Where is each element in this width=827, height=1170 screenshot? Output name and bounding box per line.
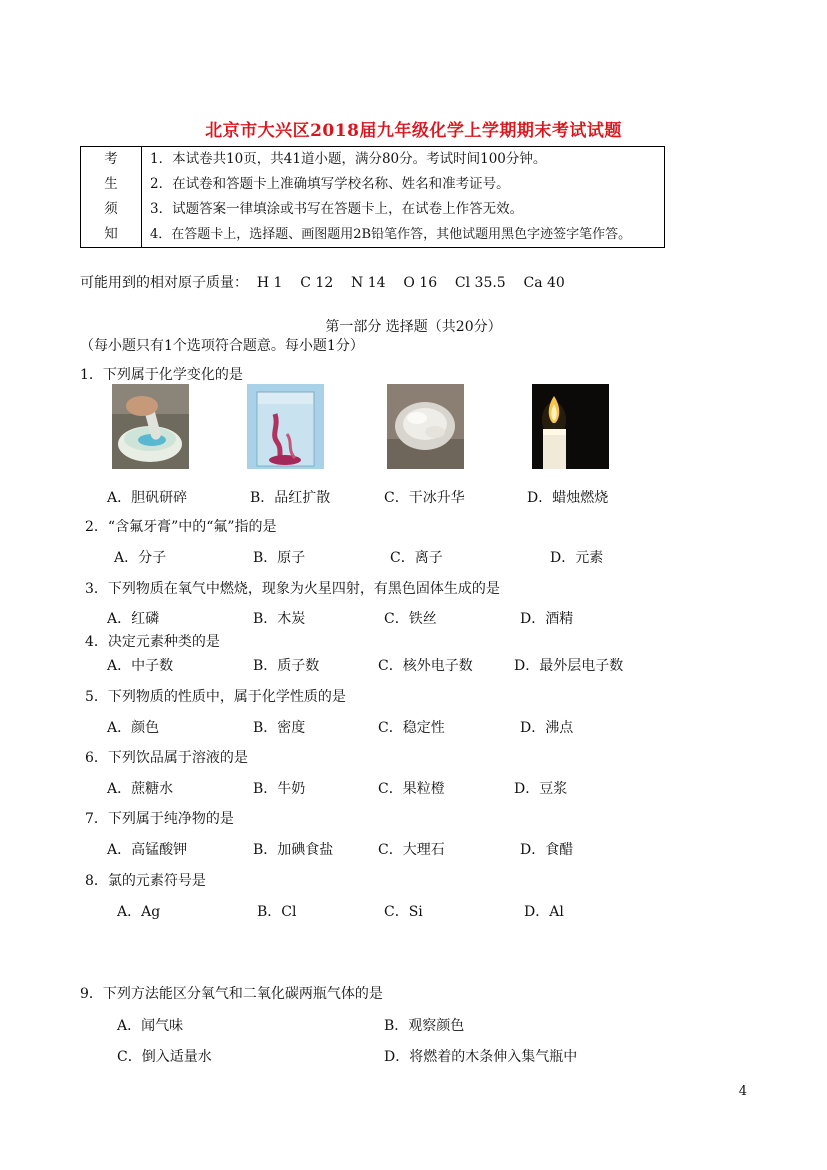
- option: D．豆浆: [514, 781, 568, 797]
- exam-notice-table: [80, 146, 665, 248]
- beaker-dye-photo: [247, 384, 324, 469]
- page-title: 北京市大兴区2018届九年级化学上学期期末考试试题: [205, 121, 622, 141]
- option: C．干冰升华: [384, 490, 465, 506]
- option: A．Ag: [117, 904, 161, 920]
- option: D．将燃着的木条伸入集气瓶中: [384, 1049, 578, 1065]
- option: A．分子: [114, 550, 167, 566]
- option: B．质子数: [253, 658, 320, 674]
- question-stem: 1．下列属于化学变化的是: [80, 367, 243, 383]
- option: C．铁丝: [384, 611, 437, 627]
- notice-items: [142, 147, 665, 248]
- option: D．Al: [524, 904, 564, 920]
- option: C．倒入适量水: [117, 1049, 212, 1065]
- option: C．离子: [390, 550, 443, 566]
- section-title: 第一部分 选择题（共20分）: [325, 319, 502, 335]
- notice-label: [81, 147, 142, 248]
- question-stem: 5．下列物质的性质中，属于化学性质的是: [85, 689, 346, 705]
- notice-label-char: 知: [104, 226, 118, 242]
- option: A．红磷: [107, 611, 160, 627]
- question-stem: 3．下列物质在氧气中燃烧，现象为火星四射，有黑色固体生成的是: [85, 581, 500, 597]
- option: B．原子: [253, 550, 306, 566]
- question-stem: 2．“含氟牙膏”中的“氟”指的是: [85, 519, 277, 535]
- option: B．木炭: [253, 611, 306, 627]
- option: D．蜡烛燃烧: [527, 490, 609, 506]
- notice-item: 3．试题答案一律填涂或书写在答题卡上，在试卷上作答无效。: [150, 201, 524, 217]
- notice-item: 1．本试卷共10页，共41道小题，满分80分。考试时间100分钟。: [150, 151, 547, 167]
- candle-photo: [532, 384, 609, 469]
- option: C．Si: [384, 904, 423, 920]
- option: D．酒精: [520, 611, 574, 627]
- notice-label-char: 考: [104, 151, 118, 167]
- question-stem: 7．下列属于纯净物的是: [85, 811, 234, 827]
- question-stem: 8．氯的元素符号是: [85, 873, 206, 889]
- option: B．观察颜色: [384, 1018, 465, 1034]
- question-stem: 9．下列方法能区分氧气和二氧化碳两瓶气体的是: [80, 986, 383, 1002]
- option: A．高锰酸钾: [107, 842, 188, 858]
- dry-ice-photo: [387, 384, 464, 469]
- option: C．大理石: [378, 842, 445, 858]
- option: A．蔗糖水: [107, 781, 174, 797]
- option: A．中子数: [107, 658, 174, 674]
- option: B．密度: [253, 720, 306, 736]
- option: D．沸点: [520, 720, 574, 736]
- question-stem: 4．决定元素种类的是: [85, 634, 220, 650]
- option: D．元素: [550, 550, 604, 566]
- atomic-mass-line: 可能用到的相对原子质量： H 1 C 12 N 14 O 16 Cl 35.5 Ca 40: [80, 275, 565, 291]
- option: B．品红扩散: [250, 490, 331, 506]
- option: D．食醋: [520, 842, 574, 858]
- option: C．稳定性: [378, 720, 445, 736]
- option: C．核外电子数: [378, 658, 473, 674]
- option: A．颜色: [107, 720, 160, 736]
- mortar-pestle-photo: [112, 384, 189, 469]
- option: D．最外层电子数: [514, 658, 624, 674]
- option: B．Cl: [257, 904, 297, 920]
- notice-item: 2．在试卷和答题卡上准确填写学校名称、姓名和准考证号。: [150, 176, 510, 192]
- option: A．胆矾研碎: [107, 490, 188, 506]
- page-number: 4: [738, 1084, 747, 1099]
- option: B．加碘食盐: [253, 842, 334, 858]
- section-note: （每小题只有1个选项符合题意。每小题1分）: [80, 338, 364, 354]
- option: B．牛奶: [253, 781, 306, 797]
- notice-item: 4．在答题卡上，选择题、画图题用2B铅笔作答，其他试题用黑色字迹签字笔作答。: [150, 227, 632, 242]
- option: C．果粒橙: [378, 781, 445, 797]
- option: A．闻气味: [117, 1018, 184, 1034]
- notice-label-char: 生: [104, 176, 118, 192]
- notice-label-char: 须: [104, 201, 118, 217]
- question-stem: 6．下列饮品属于溶液的是: [85, 750, 248, 766]
